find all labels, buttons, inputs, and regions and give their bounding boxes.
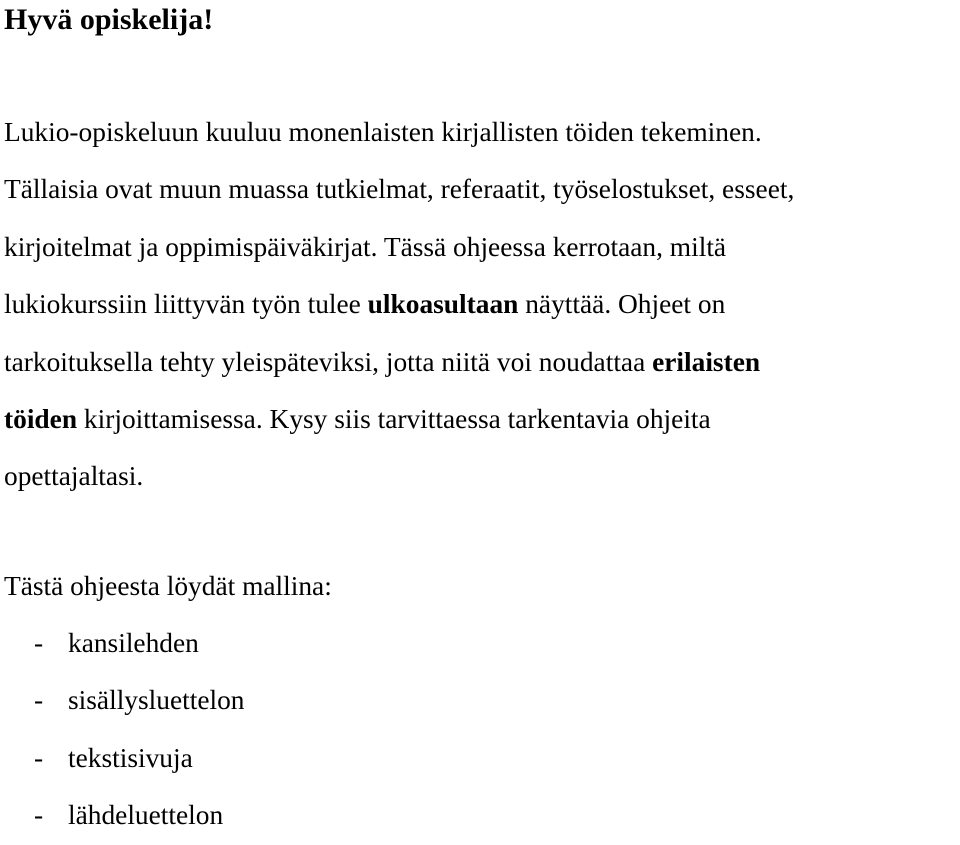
list-item-label: kansilehden	[68, 628, 199, 658]
paragraph-line	[4, 219, 956, 276]
list-item-label: sisällysluettelon	[68, 685, 245, 716]
paragraph-text: kirjoittamisessa. Kysy siis tarvittaessa tarkentavia ohjeita	[77, 403, 711, 434]
list-item-label: tekstisivuja	[68, 742, 193, 773]
document-heading: Hyvä opiskelija!	[4, 3, 214, 36]
list-item-label: lähdeluettelon	[68, 800, 224, 831]
paragraph-line	[4, 448, 956, 505]
list-bullet: -	[34, 685, 44, 716]
paragraph-line	[4, 104, 956, 161]
paragraph-line	[4, 391, 956, 448]
emphasized-text: ulkoasultaan	[367, 289, 519, 320]
emphasized-text: töiden	[4, 403, 78, 434]
list-bullet: -	[34, 800, 44, 831]
paragraph-text: lukiokurssiin liittyvän työn tulee	[4, 289, 368, 320]
paragraph-text: Lukio-opiskeluun kuuluu monenlaisten kirjallisten töiden tekeminen.	[4, 117, 762, 147]
list-item	[4, 615, 245, 672]
paragraph-text: Tällaisia ovat muun muassa tutkielmat, referaatit, työselostukset, esseet,	[4, 174, 795, 205]
paragraph-line	[4, 334, 956, 391]
list-item	[4, 672, 245, 729]
paragraph-text: tarkoituksella tehty yleispäteviksi, jotta niitä voi noudattaa	[4, 346, 653, 377]
emphasized-text: erilaisten	[652, 346, 761, 377]
paragraph-line	[4, 276, 956, 333]
list-bullet: -	[34, 628, 44, 658]
contents-list	[4, 615, 245, 845]
list-item	[4, 730, 245, 787]
paragraph-text: näyttää. Ohjeet on	[518, 289, 726, 320]
list-item	[4, 787, 245, 844]
list-intro: Tästä ohjeesta löydät mallina:	[4, 571, 332, 601]
list-bullet: -	[34, 742, 44, 773]
paragraph-line	[4, 161, 956, 218]
paragraph-text: kirjoitelmat ja oppimispäiväkirjat. Tässä ohjeessa kerrotaan, miltä	[4, 231, 727, 262]
intro-paragraph	[4, 104, 956, 506]
paragraph-text: opettajaltasi.	[4, 461, 144, 492]
